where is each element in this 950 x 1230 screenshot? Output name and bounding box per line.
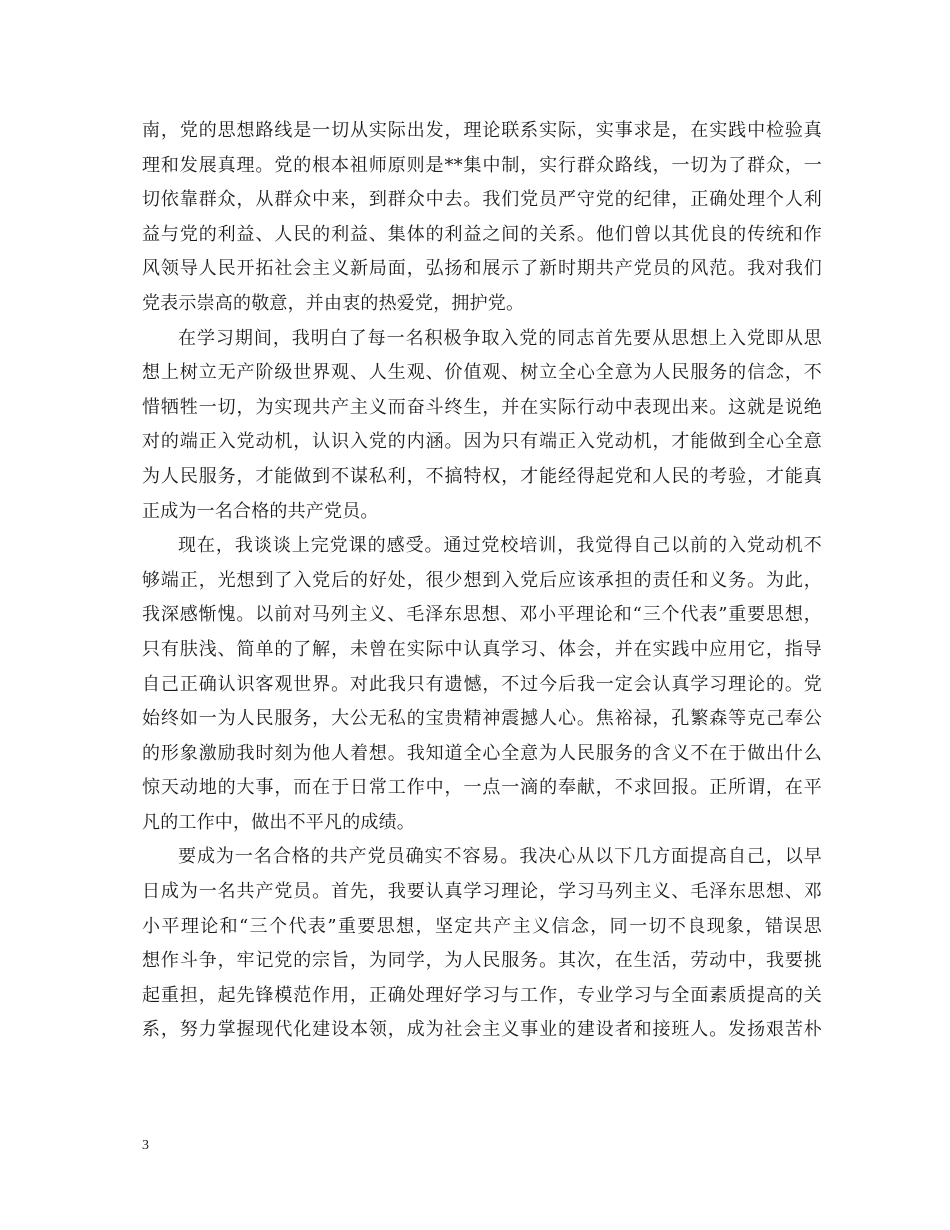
text-line: 我深感惭愧。以前对马列主义、毛泽东思想、邓小平理论和“三个代表”重要思想， [142, 604, 822, 626]
text-line: 只有肤浅、简单的了解，未曾在实际中认真学习、体会，并在实践中应用它，指导 [142, 638, 822, 660]
text-line: 风领导人民开拓社会主义新局面，弘扬和展示了新时期共产党员的风范。我对我们 [142, 258, 822, 280]
text-line: 南，党的思想路线是一切从实际出发，理论联系实际，实事求是，在实践中检验真 [142, 120, 822, 141]
text-line: 的形象激励我时刻为他人着想。我知道全心全意为人民服务的含义不在于做出什么 [142, 742, 822, 764]
text-line: 起重担，起先锋模范作用，正确处理好学习与工作，专业学习与全面素质提高的关 [142, 984, 822, 1006]
text-line: 系，努力掌握现代化建设本领，成为社会主义事业的建设者和接班人。发扬艰苦朴 [142, 1019, 822, 1041]
paragraph-first-line: 在学习期间，我明白了每一名积极争取入党的同志首先要从思想上入党即从思 [178, 327, 822, 349]
text-line: 自己正确认识客观世界。对此我只有遗憾，不过今后我一定会认真学习理论的。党 [142, 673, 822, 695]
text-line: 切依靠群众，从群众中来，到群众中去。我们党员严守党的纪律，正确处理个人利 [142, 189, 822, 211]
body-text [142, 114, 822, 1048]
text-line: 惜牺牲一切，为实现共产主义而奋斗终生，并在实际行动中表现出来。这就是说绝 [142, 396, 822, 418]
text-line: 正成为一名合格的共产党员。 [142, 500, 379, 522]
page-number: 3 [142, 1138, 149, 1153]
text-line: 凡的工作中，做出不平凡的成绩。 [142, 811, 415, 833]
text-line: 党表示崇高的敬意，并由衷的热爱党，拥护党。 [142, 292, 525, 314]
text-line: 理和发展真理。党的根本祖师原则是**集中制，实行群众路线，一切为了群众，一 [142, 154, 822, 176]
text-line: 够端正，光想到了入党后的好处，很少想到入党后应该承担的责任和义务。为此， [142, 569, 822, 591]
text-line: 想作斗争，牢记党的宗旨，为同学，为人民服务。其次，在生活，劳动中，我要挑 [142, 950, 822, 972]
text-line: 对的端正入党动机，认识入党的内涵。因为只有端正入党动机，才能做到全心全意 [142, 431, 822, 453]
text-line: 为人民服务，才能做到不谋私利，不搞特权，才能经得起党和人民的考验，才能真 [142, 465, 822, 487]
paragraph-first-line: 要成为一名合格的共产党员确实不容易。我决心从以下几方面提高自己，以早 [178, 846, 822, 868]
text-line: 小平理论和“三个代表”重要思想，坚定共产主义信念，同一切不良现象，错误思 [142, 915, 822, 937]
text-line: 惊天动地的大事，而在于日常工作中，一点一滴的奉献，不求回报。正所谓，在平 [142, 777, 822, 799]
text-line: 始终如一为人民服务，大公无私的宝贵精神震撼人心。焦裕禄，孔繁森等克己奉公 [142, 708, 822, 730]
text-line: 想上树立无产阶级世界观、人生观、价值观、树立全心全意为人民服务的信念，不 [142, 362, 822, 384]
text-line: 益与党的利益、人民的利益、集体的利益之间的关系。他们曾以其优良的传统和作 [142, 223, 822, 245]
paragraph-first-line: 现在，我谈谈上完党课的感受。通过党校培训，我觉得自己以前的入党动机不 [178, 535, 822, 557]
text-line: 日成为一名共产党员。首先，我要认真学习理论，学习马列主义、毛泽东思想、邓 [142, 881, 822, 903]
